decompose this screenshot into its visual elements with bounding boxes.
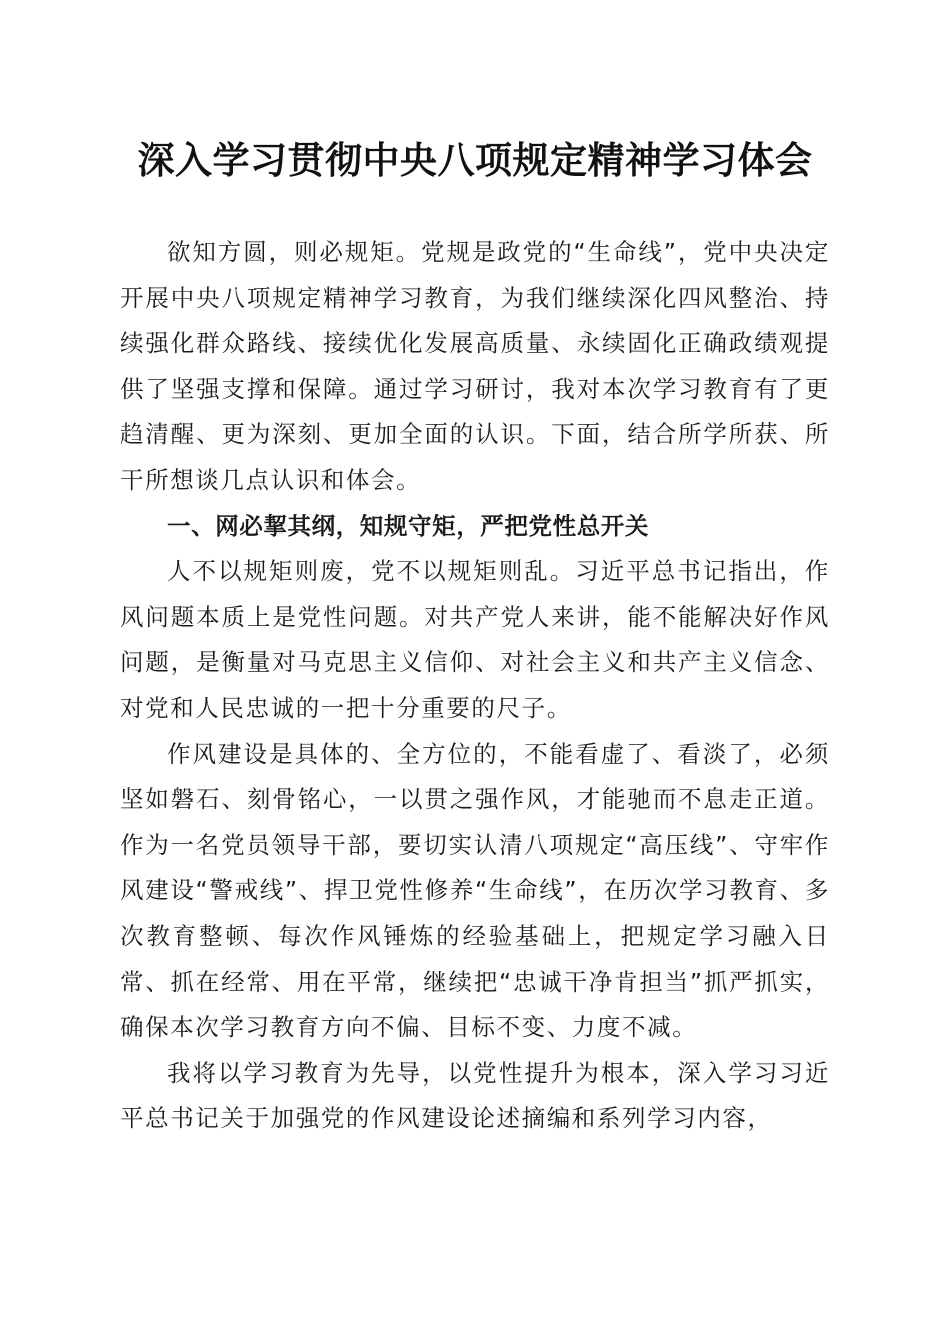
- body-paragraph-1: 人不以规矩则废，党不以规矩则乱。习近平总书记指出，作风问题本质上是党性问题。对共产党人来讲，能不能解决好作风问题，是衡量对马克思主义信仰、对社会主义和共产主义信念、对党和人民忠诚的一把十分重要的尺子。: [120, 557, 830, 722]
- body-paragraph-2: 作风建设是具体的、全方位的，不能看虚了、看淡了，必须坚如磐石、刻骨铭心，一以贯之强作风，才能驰而不息走正道。作为一名党员领导干部，要切实认清八项规定“高压线”、守牢作风建设“警戒线”、捍卫党性修养“生命线”，在历次学习教育、多次教育整顿、每次作风锤炼的经验基础上，把规定学习融入日常、抓在经常、用在平常，继续把“忠诚干净肯担当”抓严抓实，确保本次学习教育方向不偏、目标不变、力度不减。: [120, 739, 830, 1042]
- body-paragraph-3: 我将以学习教育为先导，以党性提升为根本，深入学习习近平总书记关于加强党的作风建设论述摘编和系列学习内容，: [120, 1058, 830, 1133]
- document-title: 深入学习贯彻中央八项规定精神学习体会: [137, 138, 813, 182]
- intro-paragraph: 欲知方圆，则必规矩。党规是政党的“生命线”，党中央决定开展中央八项规定精神学习教育，为我们继续深化四风整治、持续强化群众路线、接续优化发展高质量、永续固化正确政绩观提供了坚强支撑和保障。通过学习研讨，我对本次学习教育有了更趋清醒、更为深刻、更加全面的认识。下面，结合所学所获、所干所想谈几点认识和体会。: [120, 238, 830, 494]
- document-body: [120, 230, 830, 1142]
- section-heading-1: 一、网必挈其纲，知规守矩，严把党性总开关: [167, 511, 649, 540]
